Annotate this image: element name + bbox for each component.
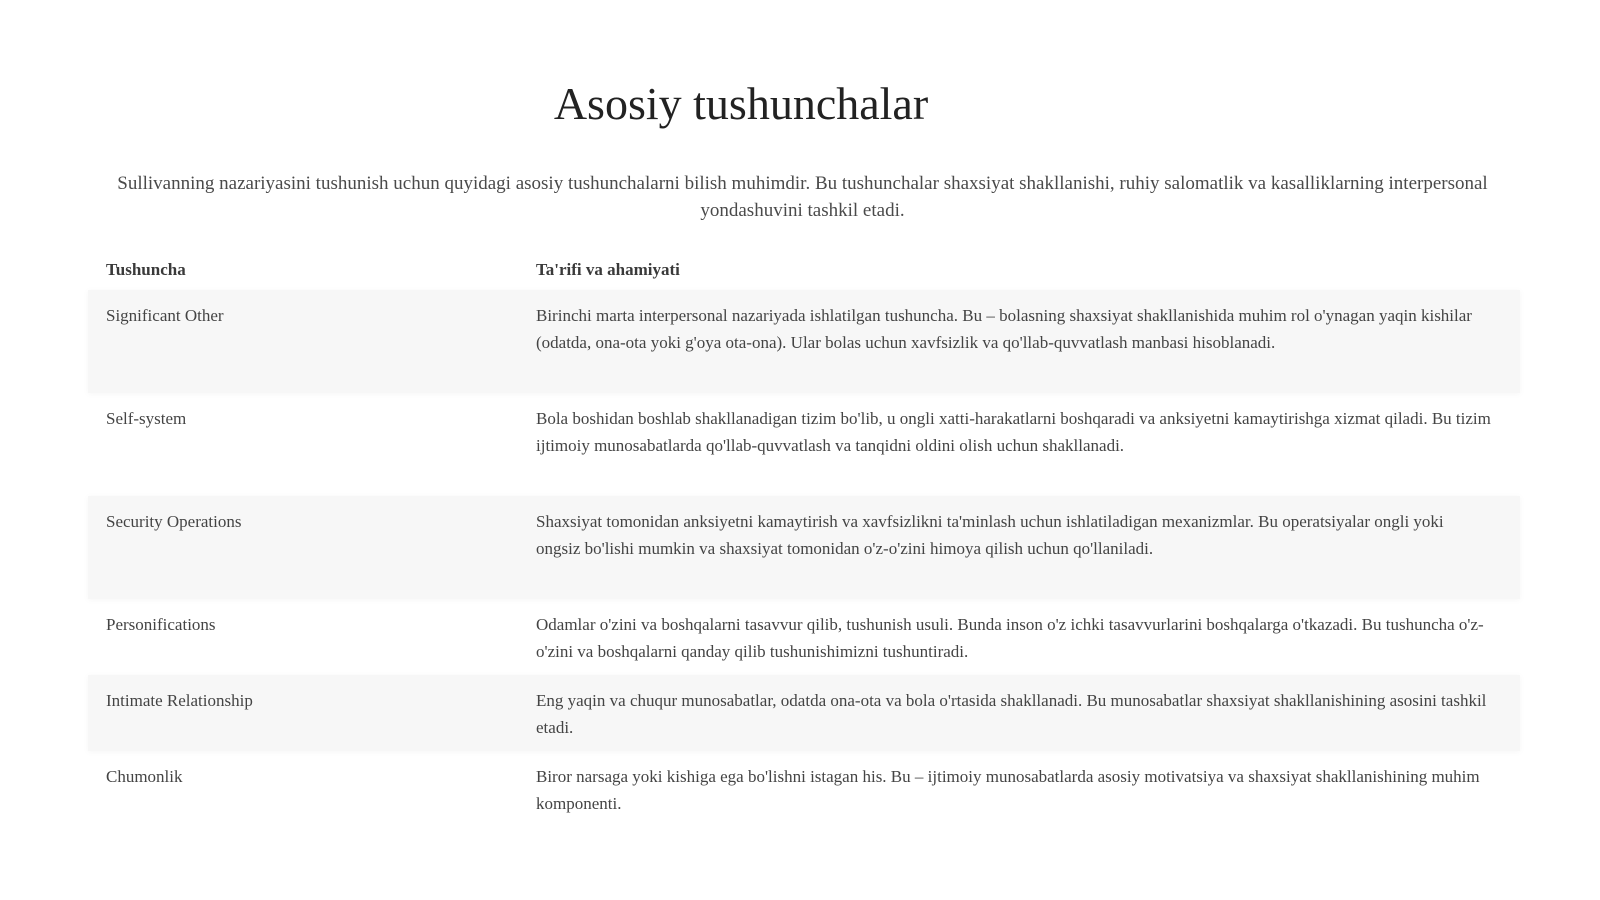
page-title: Asosiy tushunchalar: [553, 78, 929, 129]
definition-cell: Odamlar o'zini va boshqalarni tasavvur qilib, tushunish usuli. Bunda inson o'z ichki tasavvurlarini boshqalarga o'tkazadi. Bu tushuncha o'z-o'zini va boshqalarni qanday qilib tushunishimizni tushuntiradi.: [536, 615, 1484, 661]
table-row: [88, 393, 1520, 496]
column-header-definition: Ta'rifi va ahamiyati: [536, 260, 680, 279]
term-cell: Intimate Relationship: [106, 691, 253, 710]
table-row: [88, 599, 1520, 675]
definition-cell: Biror narsaga yoki kishiga ega bo'lishni istagan his. Bu – ijtimoiy munosabatlarda asosiy motivatsiya va shaxsiyat shakllanishining muhim komponenti.: [536, 767, 1480, 813]
term-cell: Chumonlik: [106, 767, 183, 786]
table-row: [88, 751, 1520, 827]
table-row: [88, 675, 1520, 751]
definition-cell: Birinchi marta interpersonal nazariyada ishlatilgan tushuncha. Bu – bolasning shaxsiyat shakllanishida muhim rol o'ynagan yaqin kishilar (odatda, ona-ota yoki g'oya ota-ona). Ular bolas uchun xavfsizlik va qo'llab-quvvatlash manbasi hisoblanadi.: [536, 306, 1472, 352]
intro-paragraph: Sullivanning nazariyasini tushunish uchun quyidagi asosiy tushunchalarni bilish muhimdir. Bu tushunchalar shaxsiyat shakllanishi, ruhiy salomatlik va kasalliklarning interpersonal yondashuvini tashkil etadi.: [117, 173, 1488, 221]
definition-cell: Shaxsiyat tomonidan anksiyetni kamaytirish va xavfsizlikni ta'minlash uchun ishlatiladigan mexanizmlar. Bu operatsiyalar ongli yoki ongsiz bo'lishi mumkin va shaxsiyat tomonidan o'z-o'zini himoya qilish uchun qo'llaniladi.: [536, 512, 1444, 558]
definition-cell: Eng yaqin va chuqur munosabatlar, odatda ona-ota va bola o'rtasida shakllanadi. Bu munosabatlar shaxsiyat shakllanishining asosini tashkil etadi.: [536, 691, 1487, 737]
term-cell: Self-system: [106, 409, 187, 428]
concepts-table: [88, 254, 1520, 827]
term-cell: Personifications: [106, 615, 216, 634]
column-header-term: Tushuncha: [106, 260, 186, 279]
term-cell: Security Operations: [106, 512, 242, 531]
table-row: [88, 290, 1520, 393]
table-header-row: [88, 254, 1520, 290]
table-row: [88, 496, 1520, 599]
definition-cell: Bola boshidan boshlab shakllanadigan tizim bo'lib, u ongli xatti-harakatlarni boshqaradi va anksiyetni kamaytirishga xizmat qiladi. Bu tizim ijtimoiy munosabatlarda qo'llab-quvvatlash va tanqidni oldini olish uchun shakllanadi.: [536, 409, 1491, 455]
term-cell: Significant Other: [106, 306, 224, 325]
